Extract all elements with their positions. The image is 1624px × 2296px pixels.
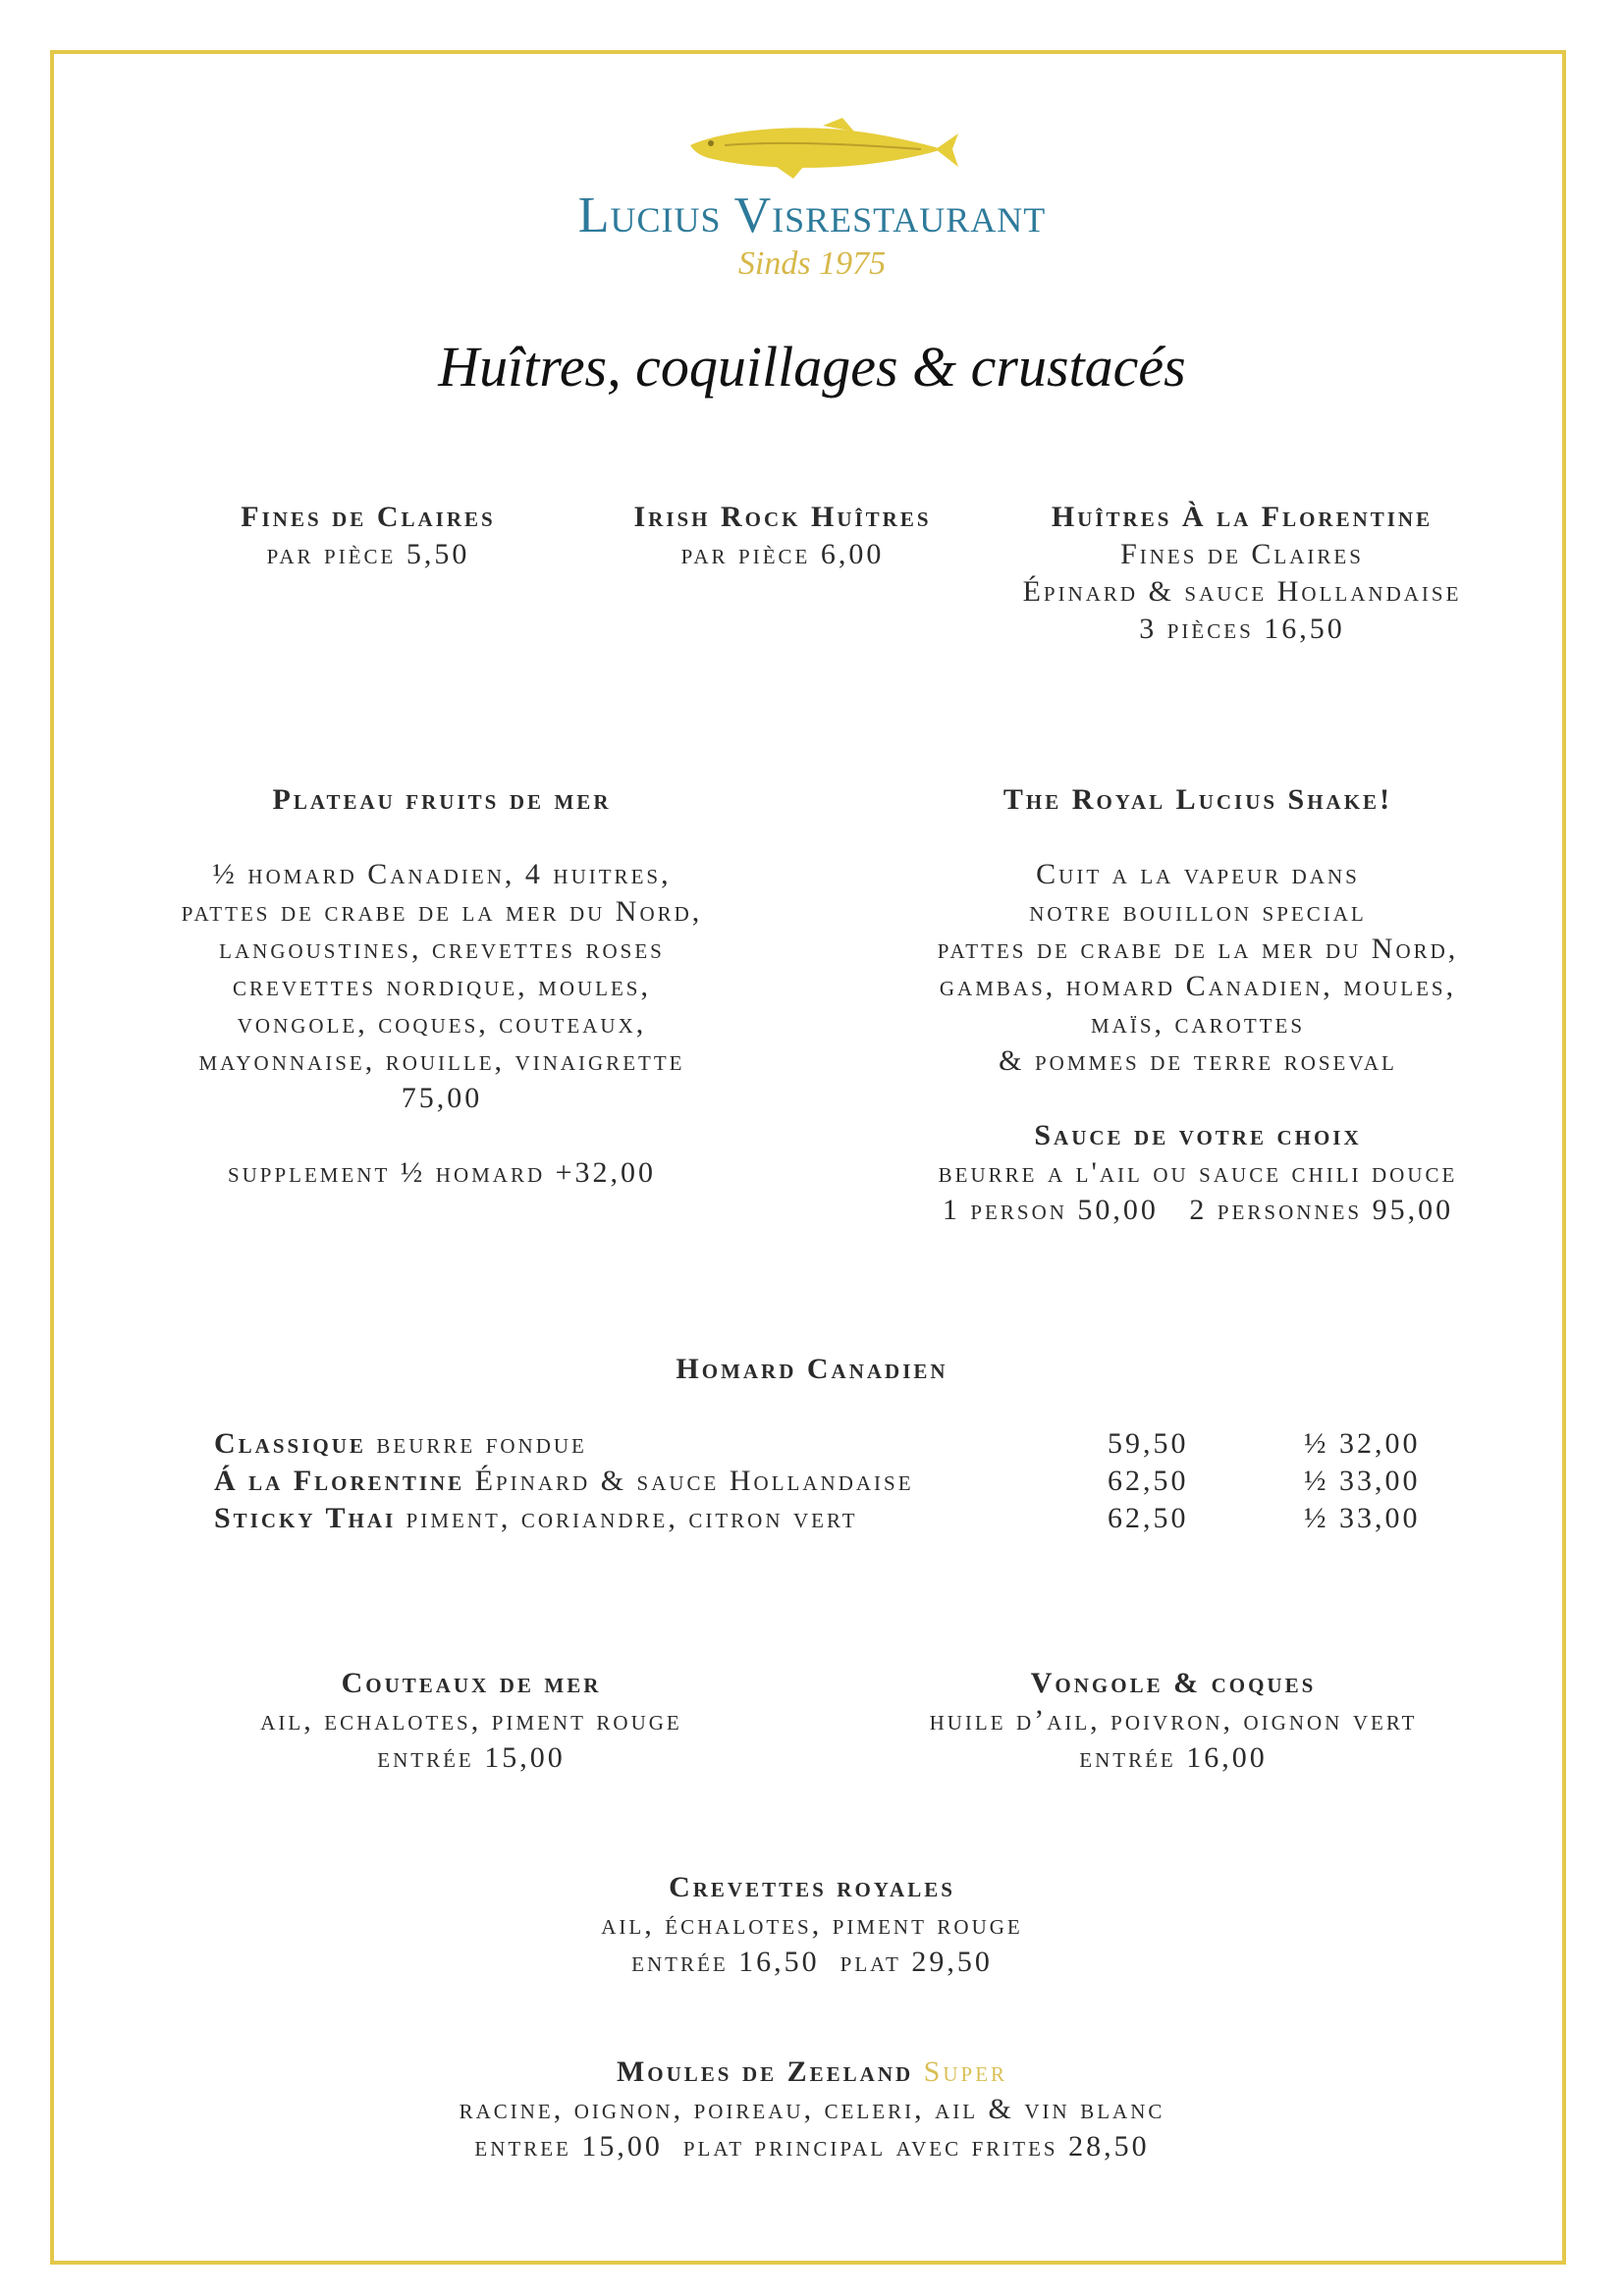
plateau-supplement: supplement ½ homard +32,00: [227, 1156, 657, 1189]
homard-title: Homard Canadien: [676, 1353, 948, 1385]
homard-name: Sticky Thai: [214, 1502, 397, 1534]
plateau-line: mayonnaise, rouille, vinaigrette: [198, 1044, 685, 1077]
item-title: Huîtres À la Florentine: [1051, 501, 1434, 533]
fish-logo-icon: [685, 116, 960, 187]
plateau-line: langoustines, crevettes roses: [219, 933, 665, 965]
plateau-line: vongole, coques, couteaux,: [237, 1007, 647, 1040]
moules-price: entree 15,00 plat principal avec frites 28,50: [474, 2130, 1150, 2163]
homard-row: [214, 1425, 1432, 1463]
couteaux-block: [118, 1665, 825, 1777]
homard-name: Classique: [214, 1427, 366, 1460]
homard-half-price: ½ 33,00: [1304, 1502, 1421, 1534]
oyster-item-fines: [147, 499, 589, 573]
oyster-item-florentine: [982, 499, 1502, 648]
sauce-line: beurre a l'ail ou sauce chili douce: [938, 1156, 1458, 1189]
plateau-block: [98, 781, 785, 1192]
royal-shake-line: maïs, carottes: [1090, 1007, 1306, 1040]
royal-shake-prices: 1 person 50,00 2 personnes 95,00: [942, 1194, 1454, 1226]
crevettes-title: Crevettes royales: [669, 1871, 955, 1903]
homard-desc: beurre fondue: [365, 1427, 587, 1460]
royal-shake-line: gambas, homard Canadien, moules,: [939, 970, 1457, 1002]
couteaux-price: entrée 15,00: [377, 1741, 566, 1774]
couteaux-title: Couteaux de mer: [341, 1667, 602, 1699]
item-line: Fines de Claires: [1120, 538, 1364, 570]
homard-row: [214, 1463, 1432, 1500]
item-price: 3 pièces 16,50: [1139, 613, 1345, 645]
item-line: Épinard & sauce Hollandaise: [1022, 575, 1462, 608]
plateau-line: ½ homard Canadien, 4 huitres,: [212, 858, 672, 890]
homard-desc: piment, coriandre, citron vert: [396, 1502, 858, 1534]
vongole-line: huile d’ail, poivron, oignon vert: [929, 1704, 1418, 1736]
sauce-title: Sauce de votre choix: [1034, 1119, 1362, 1151]
homard-half-price: ½ 32,00: [1304, 1427, 1421, 1460]
item-price: par pièce 5,50: [266, 538, 470, 570]
royal-shake-line: & pommes de terre roseval: [999, 1044, 1397, 1077]
crevettes-price: entrée 16,50 plat 29,50: [631, 1946, 993, 1978]
vongole-price: entrée 16,00: [1079, 1741, 1268, 1774]
royal-shake-line: notre bouillon special: [1029, 895, 1367, 928]
couteaux-line: ail, echalotes, piment rouge: [260, 1704, 682, 1736]
plateau-price: 75,00: [401, 1082, 483, 1114]
since-tagline: Sinds 1975: [737, 245, 887, 282]
royal-shake-line: Cuit a la vapeur dans: [1036, 858, 1360, 890]
vongole-block: [815, 1665, 1532, 1777]
plateau-line: pattes de crabe de la mer du Nord,: [181, 895, 703, 928]
moules-block: [0, 2054, 1624, 2165]
vongole-title: Vongole & coques: [1030, 1667, 1317, 1699]
plateau-title: Plateau fruits de mer: [272, 783, 612, 816]
moules-badge: Super: [923, 2056, 1008, 2088]
item-title: Irish Rock Huîtres: [633, 501, 932, 533]
brand-name: Lucius Visrestaurant: [577, 187, 1047, 243]
item-price: par pièce 6,00: [680, 538, 885, 570]
homard-price: 62,50: [1108, 1502, 1189, 1534]
item-title: Fines de Claires: [241, 501, 496, 533]
moules-title: Moules de Zeeland: [616, 2056, 914, 2088]
homard-half-price: ½ 33,00: [1304, 1465, 1421, 1497]
crevettes-line: ail, échalotes, piment rouge: [601, 1908, 1023, 1941]
moules-title-row: [0, 2054, 1624, 2091]
moules-line: racine, oignon, poireau, celeri, ail & vin blanc: [459, 2093, 1165, 2125]
royal-shake-line: pattes de crabe de la mer du Nord,: [937, 933, 1459, 965]
oyster-item-irish: [562, 499, 1003, 573]
homard-name: Á la Florentine: [214, 1465, 465, 1497]
homard-desc: Épinard & sauce Hollandaise: [464, 1465, 914, 1497]
royal-shake-title: The Royal Lucius Shake!: [1002, 783, 1393, 816]
homard-price: 62,50: [1108, 1465, 1189, 1497]
plateau-line: crevettes nordique, moules,: [233, 970, 651, 1002]
homard-price: 59,50: [1108, 1427, 1189, 1460]
royal-shake-block: [854, 781, 1542, 1229]
section-title: Huîtres, coquillages & crustacés: [438, 335, 1186, 399]
crevettes-block: [0, 1869, 1624, 1981]
homard-row: [214, 1500, 1432, 1537]
